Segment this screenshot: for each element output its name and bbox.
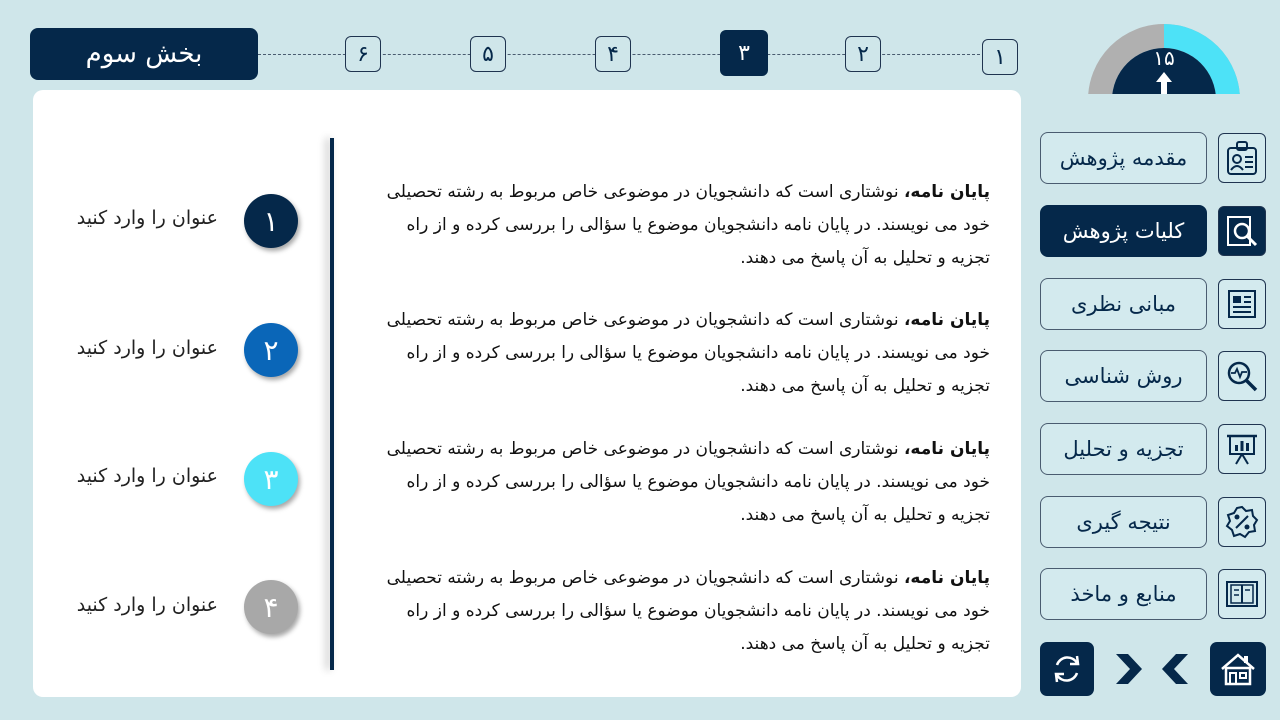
step-2[interactable]: ۲ [845,36,881,72]
nav-item-introduction[interactable]: مقدمه پژوهش [1040,132,1207,184]
nav-item-theory[interactable]: مبانی نظری [1040,278,1207,330]
step-4[interactable]: ۴ [595,36,631,72]
item-number-3: ۳ [244,452,298,506]
refresh-icon [1049,651,1085,687]
search-document-icon[interactable] [1218,206,1266,256]
newspaper-icon[interactable] [1218,279,1266,329]
nav-item-references[interactable]: منابع و ماخذ [1040,568,1207,620]
presentation-chart-icon[interactable] [1218,424,1266,474]
open-book-icon[interactable] [1218,569,1266,619]
gauge-value: ۱۵ [1153,46,1175,70]
step-5[interactable]: ۵ [470,36,506,72]
next-arrow-button[interactable] [1112,652,1144,686]
item-label-2[interactable]: عنوان را وارد کنید [76,337,218,359]
chevron-right-icon [1112,652,1144,686]
home-icon [1218,650,1258,688]
paragraph-3: پایان نامه، نوشتاری است که دانشجویان در موضوعی خاص مربوط به رشته تحصیلی خود می نویسند. در پایان نامه دانشجویان موضوع یا سؤالی را بررسی کرده و از راه تجزیه و تحلیل به آن پاسخ می دهند. [386,439,990,525]
paragraph-2: پایان نامه، نوشتاری است که دانشجویان در موضوعی خاص مربوط به رشته تحصیلی خود می نویسند. در پایان نامه دانشجویان موضوع یا سؤالی را بررسی کرده و از راه تجزیه و تحلیل به آن پاسخ می دهند. [386,310,990,396]
nav-item-generalities[interactable]: کلیات پژوهش [1040,205,1207,257]
nav-item-conclusion[interactable]: نتیجه گیری [1040,496,1207,548]
paragraph-1: پایان نامه، نوشتاری است که دانشجویان در موضوعی خاص مربوط به رشته تحصیلی خود می نویسند. در پایان نامه دانشجویان موضوع یا سؤالی را بررسی کرده و از راه تجزیه و تحلیل به آن پاسخ می دهند. [386,182,990,268]
refresh-button[interactable] [1040,642,1094,696]
percent-badge-icon[interactable] [1218,497,1266,547]
section-title: بخش سوم [30,28,258,80]
item-label-1[interactable]: عنوان را وارد کنید [76,207,218,229]
step-6[interactable]: ۶ [345,36,381,72]
nav-item-analysis[interactable]: تجزیه و تحلیل [1040,423,1207,475]
chevron-left-icon [1160,652,1192,686]
item-label-4[interactable]: عنوان را وارد کنید [76,594,218,616]
item-number-2: ۲ [244,323,298,377]
nav-item-methodology[interactable]: روش شناسی [1040,350,1207,402]
item-label-3[interactable]: عنوان را وارد کنید [76,465,218,487]
item-number-4: ۴ [244,580,298,634]
home-button[interactable] [1210,642,1266,696]
step-3[interactable]: ۳ [720,30,768,76]
item-number-1: ۱ [244,194,298,248]
content-divider [330,138,334,670]
id-card-icon[interactable] [1218,133,1266,183]
prev-arrow-button[interactable] [1160,652,1192,686]
step-1[interactable]: ۱ [982,39,1018,75]
magnifier-pulse-icon[interactable] [1218,351,1266,401]
progress-gauge [1086,20,1242,94]
paragraph-4: پایان نامه، نوشتاری است که دانشجویان در موضوعی خاص مربوط به رشته تحصیلی خود می نویسند. در پایان نامه دانشجویان موضوع یا سؤالی را بررسی کرده و از راه تجزیه و تحلیل به آن پاسخ می دهند. [386,568,990,654]
